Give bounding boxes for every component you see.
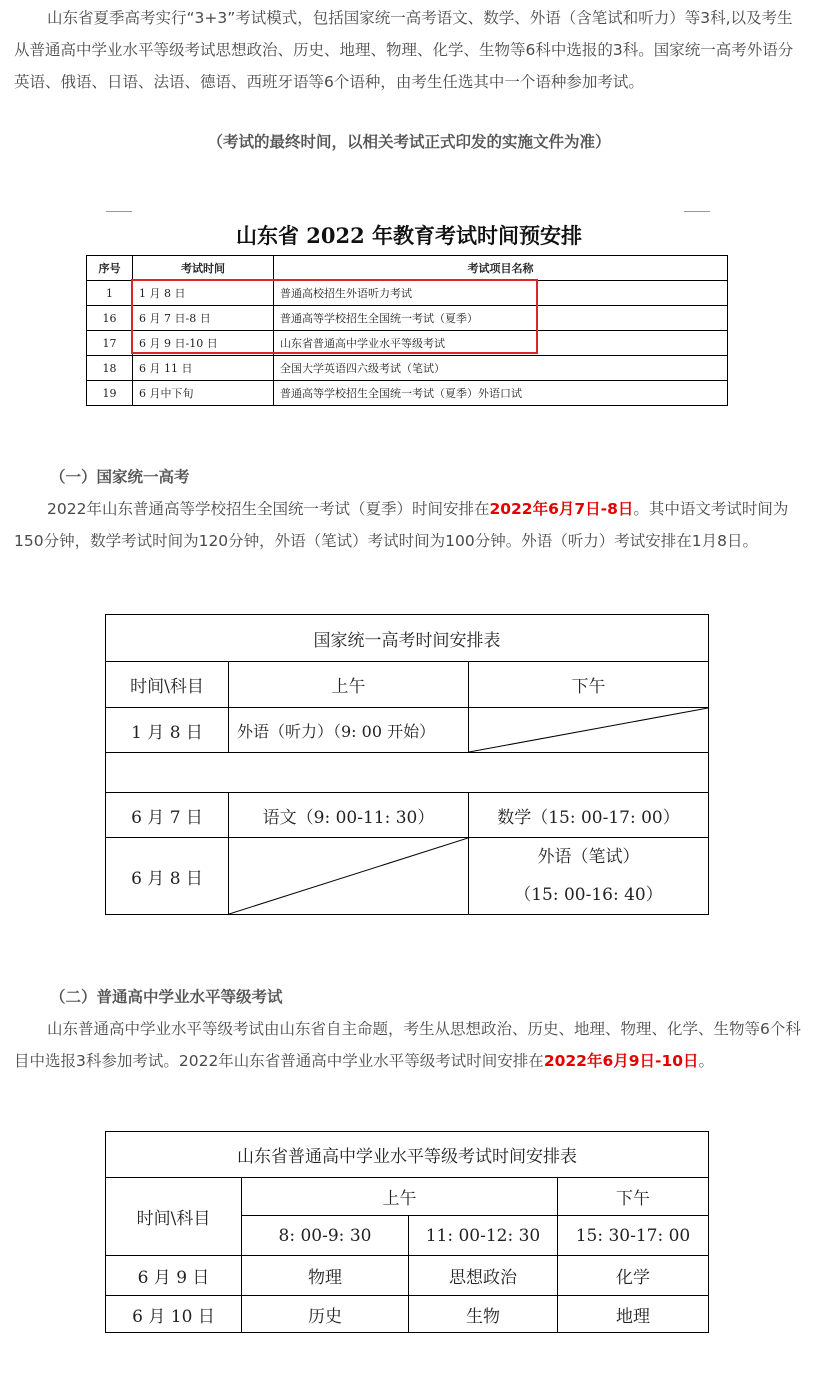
highlight-box [131, 279, 538, 354]
table-cell: 普通高等学校招生全国统一考试（夏季）外语口试 [274, 381, 728, 406]
cell-line: 外语（笔试） [537, 847, 640, 867]
table-row [106, 708, 709, 753]
intro-note: （考试的最终时间，以相关考试正式印发的实施文件为准） [207, 133, 611, 151]
cell-line: （15: 00-16: 40） [514, 885, 663, 905]
table-cell: 全国大学英语四六级考试（笔试） [274, 356, 728, 381]
table-header-row [106, 1178, 709, 1216]
section1-heading: （一）国家统一高考 [50, 468, 190, 486]
table-header-row [87, 256, 728, 281]
table-row [106, 1296, 709, 1333]
section2-highlight-date: 2022年6月9日-10日 [543, 1052, 699, 1070]
table-cell: 外语（听力）（9: 00 开始） [229, 708, 469, 753]
diagonal-cell [469, 708, 709, 753]
diagonal-cell [229, 838, 469, 915]
section2-text-after: 。 [698, 1052, 715, 1070]
table-cell: 6 月 11 日 [133, 356, 274, 381]
table-cell: 6 月 9 日-10 日 [133, 331, 274, 356]
header-cell: 序号 [87, 256, 133, 281]
header-cell: 考试时间 [133, 256, 274, 281]
table-row [106, 838, 709, 915]
table-row [106, 793, 709, 838]
table-cell: 山东省普通高中学业水平等级考试 [274, 331, 728, 356]
title-rule-left [106, 211, 132, 212]
date-cell: 1 月 8 日 [106, 708, 229, 753]
date-cell: 6 月 10 日 [106, 1296, 242, 1333]
table-header-row [106, 662, 709, 708]
header-cell: 考试项目名称 [274, 256, 728, 281]
dengji-table-title: 山东省普通高中学业水平等级考试时间安排表 [106, 1132, 709, 1178]
corner-cell: 时间\科目 [106, 1178, 242, 1256]
table-cell: 17 [87, 331, 133, 356]
section1-text-before: 2022年山东普通高等学校招生全国统一考试（夏季）时间安排在 [47, 500, 490, 518]
header-cell-am: 上午 [242, 1178, 558, 1216]
table-row [106, 1256, 709, 1296]
slot-cell: 8: 00-9: 30 [242, 1216, 409, 1256]
table-cell: 地理 [558, 1296, 709, 1333]
spacer-row [106, 753, 709, 793]
table-cell: 16 [87, 306, 133, 331]
table-cell: 数学（15: 00-17: 00） [469, 793, 709, 838]
slot-cell: 11: 00-12: 30 [409, 1216, 558, 1256]
table-cell: 1 [87, 281, 133, 306]
table-cell: 物理 [242, 1256, 409, 1296]
section2-heading: （二）普通高中学业水平等级考试 [50, 988, 283, 1006]
gaokao-table-title: 国家统一高考时间安排表 [106, 615, 709, 662]
table-row [87, 381, 728, 406]
table-title-row [106, 615, 709, 662]
table-cell: 化学 [558, 1256, 709, 1296]
table-cell [469, 838, 709, 915]
table-cell: 生物 [409, 1296, 558, 1333]
table-cell: 思想政治 [409, 1256, 558, 1296]
table-cell: 19 [87, 381, 133, 406]
table-cell: 普通高等学校招生全国统一考试（夏季） [274, 306, 728, 331]
slot-cell: 15: 30-17: 00 [558, 1216, 709, 1256]
section2-paragraph [14, 1013, 804, 1077]
table-cell: 普通高校招生外语听力考试 [274, 281, 728, 306]
empty-cell [106, 753, 709, 793]
table-cell: 历史 [242, 1296, 409, 1333]
section1-paragraph [14, 493, 804, 557]
section1-highlight-date: 2022年6月7日-8日 [489, 500, 634, 518]
title-rule-right [684, 211, 710, 212]
header-cell-pm: 下午 [558, 1178, 709, 1216]
table-cell: 语文（9: 00-11: 30） [229, 793, 469, 838]
table-cell: 18 [87, 356, 133, 381]
schedule-title: 山东省 2022 年教育考试时间预安排 [235, 223, 583, 248]
intro-paragraph: 山东省夏季高考实行“3+3”考试模式，包括国家统一高考语文、数学、外语（含笔试和听力）等3科,以及考生从普通高中学业水平等级考试思想政治、历史、地理、物理、化学、生物等6科中选报的3科。国家统一高考外语分英语、俄语、日语、法语、德语、西班牙语等6个语种，由考生任选其中一个语种参加考试。 [14, 9, 794, 91]
corner-cell: 时间\科目 [106, 662, 229, 708]
section1-text-after: 。其中语文考试时间为150分钟，数学考试时间为120分钟，外语（笔试）考试时间为100分钟。外语（听力）考试安排在1月8日。 [14, 500, 789, 550]
dengji-table [105, 1131, 709, 1333]
date-cell: 6 月 7 日 [106, 793, 229, 838]
date-cell: 6 月 8 日 [106, 838, 229, 915]
table-cell: 6 月中下旬 [133, 381, 274, 406]
header-cell-pm: 下午 [469, 662, 709, 708]
table-cell: 6 月 7 日-8 日 [133, 306, 274, 331]
section2-text-before: 山东普通高中学业水平等级考试由山东省自主命题，考生从思想政治、历史、地理、物理、化学、生物等6个科目中选报3科参加考试。2022年山东省普通高中学业水平等级考试时间安排在 [14, 1020, 801, 1070]
header-cell-am: 上午 [229, 662, 469, 708]
table-cell: 1 月 8 日 [133, 281, 274, 306]
gaokao-table [105, 614, 709, 915]
table-row [87, 356, 728, 381]
date-cell: 6 月 9 日 [106, 1256, 242, 1296]
table-title-row [106, 1132, 709, 1178]
